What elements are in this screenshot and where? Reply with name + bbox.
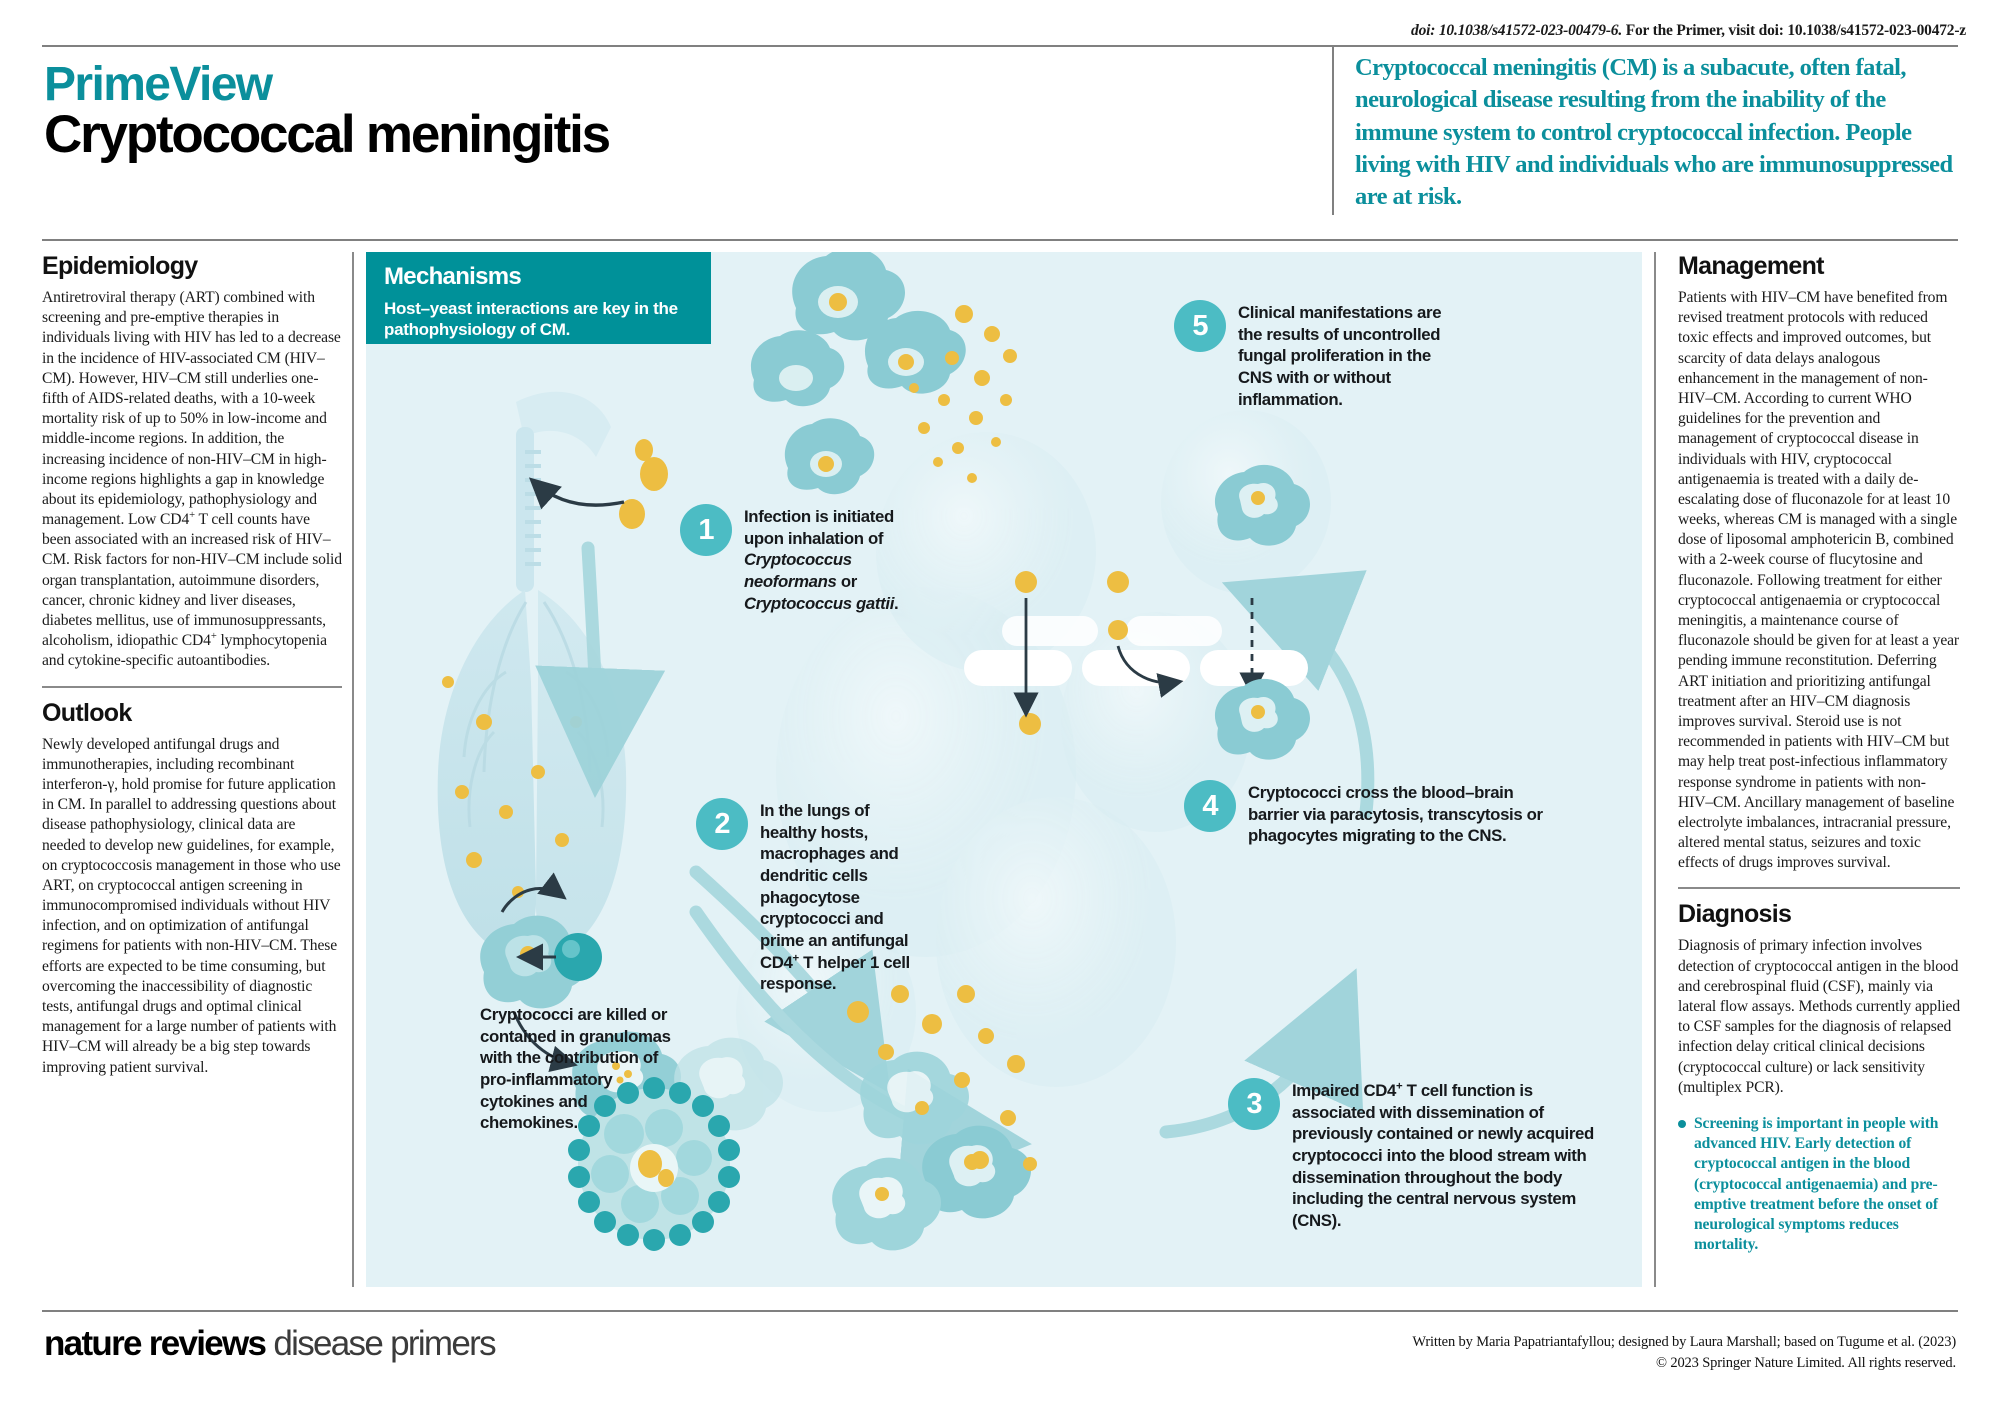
- credit-line-1: Written by Maria Papatriantafyllou; designed by Laura Marshall; based on Tugume et al. (2023): [1412, 1334, 1956, 1350]
- step-1: [680, 504, 915, 614]
- step-4: [1184, 780, 1554, 847]
- right-column-divider: [1654, 252, 1656, 1287]
- journal-brand: [44, 1324, 495, 1364]
- outlook-heading: Outlook: [42, 698, 132, 727]
- outlook-body: Newly developed antifungal drugs and immunotherapies, including recombinant interferon-γ, hold promise for future application in CM. In parallel to addressing questions about disease pathophysiology, clinical data are needed to develop new guidelines, for example, on cryptococcosis management in those who use ART, on cryptococcal antigen screening in immunocompromised individuals without HIV infection, and on optimization of antifungal regimens for patients with non-HIV–CM. These efforts are expected to be time consuming, but overcoming the inaccessibility of diagnostic tests, antifungal drugs and optimal clinical management for a large number of patients with HIV–CM will already be a big step towards improving patient survival.: [42, 735, 341, 1076]
- doi-primer: For the Primer, visit doi: 10.1038/s41572-023-00472-z: [1625, 22, 1966, 39]
- mechanisms-box: [366, 252, 711, 344]
- right-column: [1678, 252, 1960, 1255]
- step-2-number: 2: [696, 798, 748, 850]
- step-2: [696, 798, 926, 995]
- doi-line: [1411, 22, 1966, 40]
- footer-credits: [1412, 1332, 1956, 1373]
- epidemiology-body: Antiretroviral therapy (ART) combined with screening and pre-emptive therapies in individuals living with HIV has led to a decrease in the incidence of HIV-associated CM (HIV–CM). However, HIV–CM still underlies one-fifth of AIDS-related deaths, with a 10-week mortality risk of up to 50% in low-income and middle-income regions. In addition, the increasing incidence of non-HIV–CM in high-income regions highlights a gap in knowledge about its epidemiology, pathophysiology and management. Low CD4+ T cell counts have been associated with an increased risk of HIV–CM. Risk factors for non-HIV–CM include solid organ transplantation, autoimmune disorders, cancer, chronic kidney and liver diseases, diabetes mellitus, use of immunosuppressants, alcoholism, idiopathic CD4+ lymphocytopenia and cytokine-specific autoantibodies.: [42, 289, 342, 670]
- step-4-number: 4: [1184, 780, 1236, 832]
- diagnosis-highlight: [1678, 1114, 1960, 1255]
- credit-line-2: © 2023 Springer Nature Limited. All rights reserved.: [1656, 1354, 1956, 1371]
- doi-primary: doi: 10.1038/s41572-023-00479-6.: [1411, 22, 1623, 39]
- right-section-divider: [1678, 887, 1960, 889]
- step-3-text: Impaired CD4+ T cell function is associated with dissemination of previously contained or newly acquired cryptococci into the blood stream with dissemination throughout the body including the central nervous system (CNS).: [1292, 1080, 1594, 1230]
- step-1-text: Infection is initiated upon inhalation of Cryptococcus neoformans or Cryptococcus gattii.: [744, 507, 899, 613]
- step-1-number: 1: [680, 504, 732, 556]
- management-heading: Management: [1678, 252, 1824, 280]
- brand-bold: nature reviews: [44, 1324, 266, 1363]
- step-5-number: 5: [1174, 300, 1226, 352]
- mechanisms-title: Mechanisms: [384, 263, 522, 290]
- left-column: [42, 252, 342, 1078]
- lede-paragraph: Cryptococcal meningitis (CM) is a subacute, often fatal, neurological disease resulting from the inability of the immune system to control cryptococcal infection. People living with HIV and individuals who are immunosuppressed are at risk.: [1355, 54, 1953, 211]
- management-body: Patients with HIV–CM have benefited from revised treatment protocols with reduced toxic effects and improved outcomes, but scarcity of data delays analogous enhancement in the management of non-HIV–CM. According to current WHO guidelines for the prevention and management of cryptococcal disease in individuals with HIV, cryptococcal antigenaemia is treated with a daily de-escalating dose of fluconazole for at least 10 weeks, whereas CM is managed with a single dose of liposomal amphotericin B, combined with a 2-week course of flucytosine and fluconazole. Following treatment for either cryptococcal antigenaemia or cryptococcal meningitis, a maintenance course of fluconazole should be given for at least a year pending immune reconstitution. Deferring ART initiation and prioritizing antifungal treatment after an HIV–CM diagnosis improves survival. Steroid use is not recommended in patients with HIV–CM but may help treat post-infectious inflammatory response syndrome in patients with non-HIV–CM. Ancillary management of baseline electrolyte imbalances, intracranial pressure, altered mental status, seizures and toxic effects of drugs improves survival.: [1678, 289, 1959, 872]
- mechanisms-diagram: [366, 252, 1642, 1287]
- cryptococcus-capsule: [554, 933, 602, 981]
- diagnosis-body: Diagnosis of primary infection involves detection of cryptococcal antigen in the blood and cerebrospinal fluid (CSF), mainly via lateral flow assays. Methods currently applied to CSF samples for the diagnosis of relapsed infection delay critical clinical decisions (cryptococcal culture) or lack sensitivity (multiplex PCR).: [1678, 937, 1961, 1096]
- header-rule-left: [42, 45, 1332, 47]
- inhaled-yeast-cells: [619, 439, 668, 529]
- primeview-kicker: PrimeView: [44, 58, 272, 111]
- step-5-text: Clinical manifestations are the results of uncontrolled fungal proliferation in the CNS with or without inflammation.: [1238, 303, 1442, 409]
- header-vertical-divider: [1332, 45, 1334, 215]
- diagnosis-heading: Diagnosis: [1678, 900, 1792, 929]
- bullet-dot-icon: [1678, 1120, 1686, 1128]
- step-3: [1228, 1078, 1598, 1232]
- arrow-inhalation: [534, 482, 624, 505]
- granuloma-note: Cryptococci are killed or contained in granulomas with the contribution of pro-inflammatory cytokines and chemokines.: [480, 1005, 671, 1133]
- brand-light: disease primers: [265, 1324, 495, 1363]
- epidemiology-heading: Epidemiology: [42, 252, 198, 280]
- step-5: [1174, 300, 1464, 410]
- step-4-text: Cryptococci cross the blood–brain barrier via paracytosis, transcytosis or phagocytes migrating to the CNS.: [1248, 783, 1543, 846]
- footer-rule: [42, 1310, 1958, 1312]
- header-rule-right: [1332, 45, 1958, 47]
- mechanisms-subtitle: Host–yeast interactions are key in the pathophysiology of CM.: [384, 299, 678, 340]
- page-title: Cryptococcal meningitis: [44, 105, 609, 164]
- step-3-number: 3: [1228, 1078, 1280, 1130]
- left-section-divider: [42, 686, 342, 688]
- left-column-divider: [352, 252, 354, 1287]
- diagnosis-highlight-text: Screening is important in people with advanced HIV. Early detection of cryptococcal antigen in the blood (cryptococcal antigenaemia) and pre-emptive treatment before the onset of neurological symptoms reduces mortality.: [1694, 1114, 1939, 1254]
- step-2-text: In the lungs of healthy hosts, macrophages and dendritic cells phagocytose cryptococci and prime an antifungal CD4+ T helper 1 cell response.: [760, 801, 910, 994]
- main-horizontal-rule: [42, 239, 1958, 241]
